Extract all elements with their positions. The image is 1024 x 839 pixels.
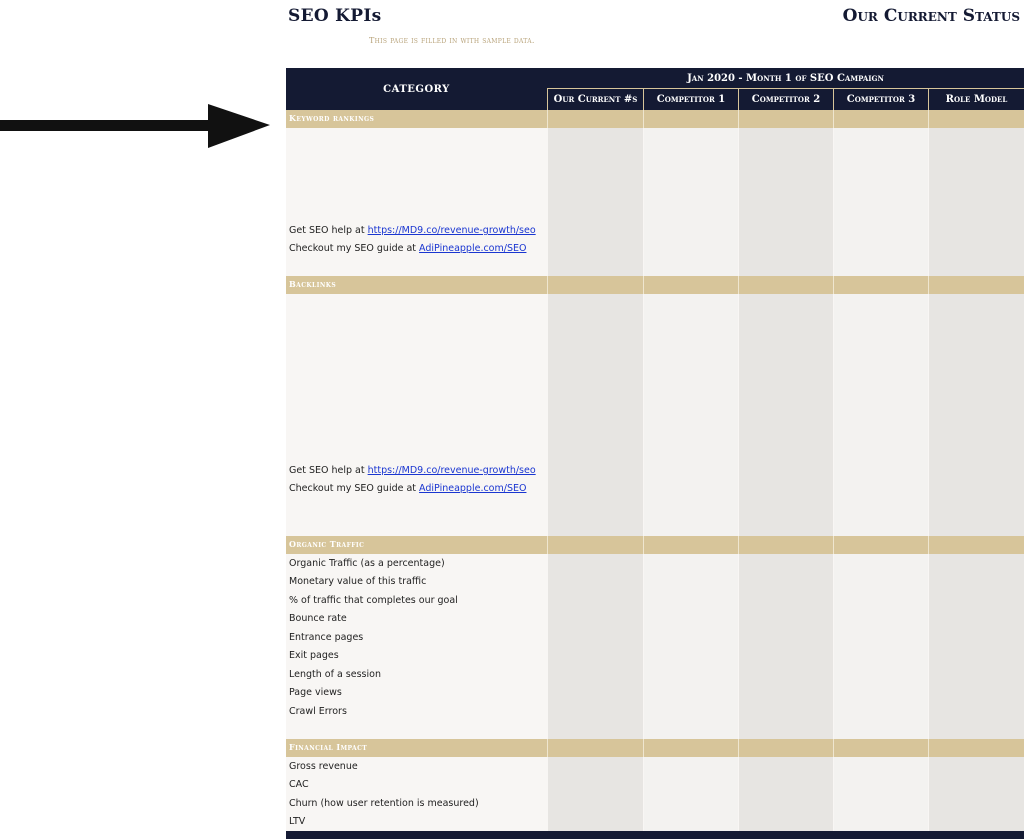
category-header: CATEGORY (286, 68, 547, 110)
column-header-competitor-2: Competitor 2 (738, 89, 833, 110)
status-title: Our Current Status (842, 6, 1020, 26)
table-row: % of traffic that completes our goal (289, 595, 458, 606)
column-header-current: Our Current #s (547, 89, 643, 110)
section-header-keyword-rankings (286, 110, 1024, 128)
table-row: Gross revenue (289, 761, 358, 772)
table-row: Bounce rate (289, 613, 347, 624)
section-header-backlinks (286, 276, 1024, 294)
section-label: Organic Traffic (289, 539, 365, 549)
column-header-competitor-3: Competitor 3 (833, 89, 928, 110)
column-header-role-model: Role Model (928, 89, 1024, 110)
section-label: Keyword rankings (289, 113, 375, 123)
table-row: Monetary value of this traffic (289, 576, 427, 587)
table-row: Page views (289, 687, 342, 698)
seo-help-link[interactable]: https://MD9.co/revenue-growth/seo (367, 465, 536, 476)
section-label: Financial Impact (289, 742, 368, 752)
table-row: Organic Traffic (as a percentage) (289, 558, 445, 569)
list-item: Get SEO help at https://MD9.co/revenue-growth/seo (289, 225, 536, 236)
table-row: Churn (how user retention is measured) (289, 798, 479, 809)
section-body-organic-traffic (286, 554, 1024, 739)
section-label: Backlinks (289, 279, 337, 289)
seo-help-link[interactable]: https://MD9.co/revenue-growth/seo (367, 225, 536, 236)
arrow-right-icon (0, 100, 275, 150)
sample-data-note: This page is filled in with sample data. (369, 36, 535, 45)
table-row: Entrance pages (289, 632, 364, 643)
section-body-keyword-rankings (286, 128, 1024, 276)
table-row: Length of a session (289, 669, 381, 680)
table-row: Exit pages (289, 650, 339, 661)
period-header: Jan 2020 - Month 1 of SEO Campaign (547, 68, 1024, 89)
section-header-organic-traffic (286, 536, 1024, 554)
list-item: Get SEO help at https://MD9.co/revenue-growth/seo (289, 465, 536, 476)
section-body-financial-impact (286, 757, 1024, 831)
section-body-backlinks (286, 294, 1024, 536)
seo-guide-link[interactable]: AdiPineapple.com/SEO (419, 483, 527, 494)
table-row: Crawl Errors (289, 706, 347, 717)
column-header-competitor-1: Competitor 1 (643, 89, 738, 110)
section-header-financial-impact (286, 739, 1024, 757)
table-row: CAC (289, 779, 309, 790)
page-title: SEO KPIs (288, 6, 382, 26)
table-row: LTV (289, 816, 306, 827)
table-footer-bar (286, 831, 1024, 839)
kpi-table (286, 68, 1024, 839)
list-item: Checkout my SEO guide at AdiPineapple.com/SEO (289, 483, 527, 494)
seo-guide-link[interactable]: AdiPineapple.com/SEO (419, 243, 527, 254)
list-item: Checkout my SEO guide at AdiPineapple.com/SEO (289, 243, 527, 254)
